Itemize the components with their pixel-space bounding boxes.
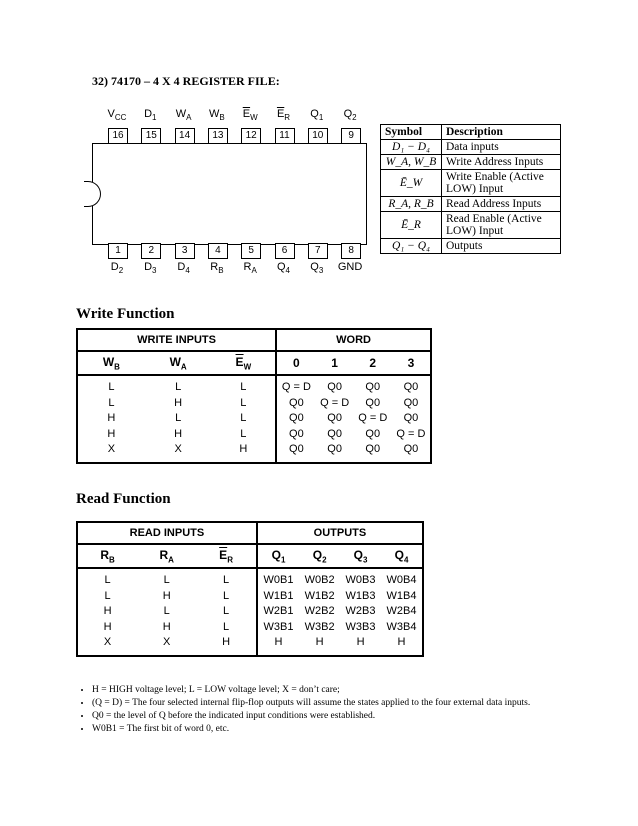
note-item: • Q0 = the level of Q before the indicated input conditions were established. [92, 710, 578, 723]
column-header: 0 [276, 351, 315, 375]
table-cell: Q0 [403, 381, 419, 393]
word-group: WORD [276, 330, 430, 351]
table-cell: W0B2 [304, 574, 335, 586]
table-cell: H [196, 635, 257, 655]
table-row [78, 375, 430, 396]
table-cell: L [163, 574, 170, 586]
column-header: $W_A$ [145, 351, 212, 375]
table-cell: Q0 [403, 443, 419, 455]
table-row [78, 635, 422, 655]
description-header: Description [442, 125, 561, 140]
table-cell: L [212, 375, 277, 396]
column-header: $Q_2$ [299, 544, 340, 568]
read-function-table [76, 521, 424, 657]
description-cell: Write Address Inputs [442, 155, 561, 170]
description-cell: Outputs [442, 239, 561, 254]
table-cell: W3B1 [263, 620, 294, 633]
table-cell: W1B4 [386, 589, 417, 602]
note-item: • W0B1 = The first bit of word 0, etc. [92, 723, 578, 736]
table-cell: H [212, 442, 277, 462]
pin-label: $R_A$ [243, 261, 257, 276]
table-row [381, 155, 561, 170]
table-row [78, 604, 422, 620]
column-header: 3 [392, 351, 430, 375]
table-cell: Q = D [281, 381, 311, 393]
table-cell: L [108, 396, 115, 409]
table-cell: H [162, 589, 171, 602]
table-cell: H [107, 427, 116, 440]
column-header: $W_B$ [78, 351, 145, 375]
table-cell: L [104, 589, 111, 602]
table-row [381, 170, 561, 197]
chip-pin: 4 [208, 243, 228, 259]
chip-pin: 12 [241, 128, 261, 144]
pin-label: $W_B$ [209, 108, 225, 123]
write-function-heading: Write Function [76, 306, 175, 322]
description-cell: Read Address Inputs [442, 197, 561, 212]
table-cell: L [196, 604, 257, 620]
symbol-cell: D₁ − D₄ [381, 140, 442, 155]
table-row [78, 442, 430, 462]
chip-pin: 5 [241, 243, 261, 259]
table-row [78, 396, 430, 412]
pin-label: $D_1$ [144, 108, 157, 123]
symbol-header: Symbol [381, 125, 442, 140]
table-cell: W2B1 [263, 605, 294, 617]
table-cell: H [274, 636, 283, 648]
table-cell: X [103, 636, 112, 648]
table-cell: Q0 [289, 412, 304, 424]
table-cell: W2B2 [304, 605, 335, 617]
table-cell: X [163, 636, 171, 648]
pin-label: $Q_1$ [310, 108, 324, 123]
table-cell: Q0 [365, 427, 381, 440]
table-cell: Q0 [365, 396, 381, 409]
table-cell: W3B4 [386, 620, 417, 633]
chip-pin: 8 [341, 243, 361, 259]
symbol-cell: R_A, R_B [381, 197, 442, 212]
table-cell: X [107, 443, 116, 455]
table-cell: H [174, 396, 183, 409]
table-cell: H [356, 636, 365, 648]
column-header: $Q_1$ [257, 544, 299, 568]
column-header: 2 [354, 351, 392, 375]
column-header: $\overline{E}_R$ [196, 544, 257, 568]
table-cell: H [107, 412, 116, 424]
read-function-heading: Read Function [76, 491, 171, 507]
chip-pin: 14 [175, 128, 195, 144]
table-row [78, 411, 430, 427]
pin-label: $D_4$ [177, 261, 190, 276]
table-cell: L [212, 427, 277, 443]
table-cell: Q0 [365, 443, 381, 455]
table-cell: H [174, 427, 183, 440]
table-row [78, 427, 430, 443]
chip-body [92, 143, 367, 245]
table-cell: Q = D [396, 427, 426, 440]
chip-pin: 11 [275, 128, 295, 144]
table-cell: L [212, 411, 277, 427]
outputs-group: OUTPUTS [257, 523, 422, 544]
table-cell: Q0 [327, 427, 342, 440]
column-header: $Q_3$ [340, 544, 381, 568]
column-header: $R_B$ [78, 544, 137, 568]
table-cell: Q0 [403, 412, 419, 424]
pin-label: $D_3$ [144, 261, 157, 276]
symbol-table [380, 124, 561, 254]
write-inputs-group: WRITE INPUTS [78, 330, 276, 351]
table-cell: L [175, 381, 182, 393]
table-cell: H [315, 636, 324, 648]
symbol-cell: Q₁ − Q₄ [381, 239, 442, 254]
notes-list [76, 684, 578, 736]
note-item: • H = HIGH voltage level; L = LOW voltage level; X = don’t care; [92, 684, 578, 697]
table-cell: W3B3 [345, 620, 376, 633]
table-row [78, 620, 422, 636]
chip-pin: 15 [141, 128, 161, 144]
table-cell: H [103, 620, 112, 633]
table-cell: Q = D [320, 396, 350, 409]
table-cell: L [196, 620, 257, 636]
pin-label: $R_B$ [210, 261, 224, 276]
table-cell: L [196, 568, 257, 589]
table-cell: W2B4 [386, 605, 417, 617]
table-cell: H [162, 620, 171, 633]
table-cell: L [212, 396, 277, 412]
table-cell: W3B2 [304, 620, 335, 633]
symbol-cell: Ē_W [381, 170, 442, 197]
table-row [78, 568, 422, 589]
table-cell: Q0 [327, 381, 342, 393]
chip-pin: 6 [275, 243, 295, 259]
pin-label: $V_{CC}$ [107, 108, 127, 123]
table-cell: W1B2 [304, 589, 335, 602]
table-cell: Q = D [358, 412, 388, 424]
pin-label: $\overline{E}_R$ [276, 108, 291, 123]
note-item: • (Q = D) = The four selected internal flip-flop outputs will assume the states applied to the four external data inputs. [92, 697, 578, 710]
column-header: $\overline{E}_W$ [212, 351, 277, 375]
chip-pin: 9 [341, 128, 361, 144]
table-cell: W0B1 [263, 574, 294, 586]
chip-pin: 1 [108, 243, 128, 259]
table-row [381, 239, 561, 254]
description-cell: Read Enable (Active LOW) Input [442, 212, 561, 239]
read-inputs-group: READ INPUTS [78, 523, 257, 544]
chip-pin: 10 [308, 128, 328, 144]
table-cell: L [108, 381, 115, 393]
pin-label: GND [337, 261, 363, 273]
write-function-table [76, 328, 432, 464]
page-title: 32) 74170 – 4 X 4 REGISTER FILE: [92, 74, 280, 88]
table-cell: L [104, 574, 111, 586]
table-cell: W1B3 [345, 589, 376, 602]
table-cell: Q0 [403, 396, 419, 409]
chip-pin: 16 [108, 128, 128, 144]
chip-pin: 2 [141, 243, 161, 259]
table-cell: W0B3 [345, 574, 376, 586]
table-cell: H [397, 636, 406, 648]
table-cell: L [196, 589, 257, 605]
table-cell: L [163, 605, 170, 617]
pin-label: $D_2$ [110, 261, 124, 276]
symbol-cell: Ē_R [381, 212, 442, 239]
description-cell: Data inputs [442, 140, 561, 155]
column-header: 1 [316, 351, 354, 375]
table-cell: Q0 [327, 412, 342, 424]
table-row [78, 589, 422, 605]
table-cell: Q0 [327, 443, 342, 455]
pin-label: $Q_3$ [310, 261, 324, 276]
column-header: $Q_4$ [381, 544, 422, 568]
table-row [381, 212, 561, 239]
symbol-table-header [381, 125, 561, 140]
pin-label: $\overline{E}_W$ [242, 108, 258, 123]
column-header: $R_A$ [137, 544, 196, 568]
table-cell: W0B4 [386, 574, 417, 586]
chip-pin: 13 [208, 128, 228, 144]
description-cell: Write Enable (Active LOW) Input [442, 170, 561, 197]
table-cell: Q0 [289, 443, 304, 455]
table-cell: L [175, 412, 182, 424]
chip-pin: 7 [308, 243, 328, 259]
chip-pin: 3 [175, 243, 195, 259]
table-cell: W2B3 [345, 605, 376, 617]
table-row [381, 140, 561, 155]
pin-label: $Q_4$ [276, 261, 290, 276]
table-cell: Q0 [289, 396, 304, 409]
table-cell: W1B1 [263, 589, 294, 602]
pin-label: $Q_2$ [343, 108, 357, 123]
table-cell: X [174, 443, 182, 455]
table-cell: Q0 [365, 381, 381, 393]
pin-label: $W_A$ [175, 108, 192, 123]
table-cell: H [103, 605, 112, 617]
table-cell: Q0 [289, 427, 304, 440]
symbol-cell: W_A, W_B [381, 155, 442, 170]
table-row [381, 197, 561, 212]
